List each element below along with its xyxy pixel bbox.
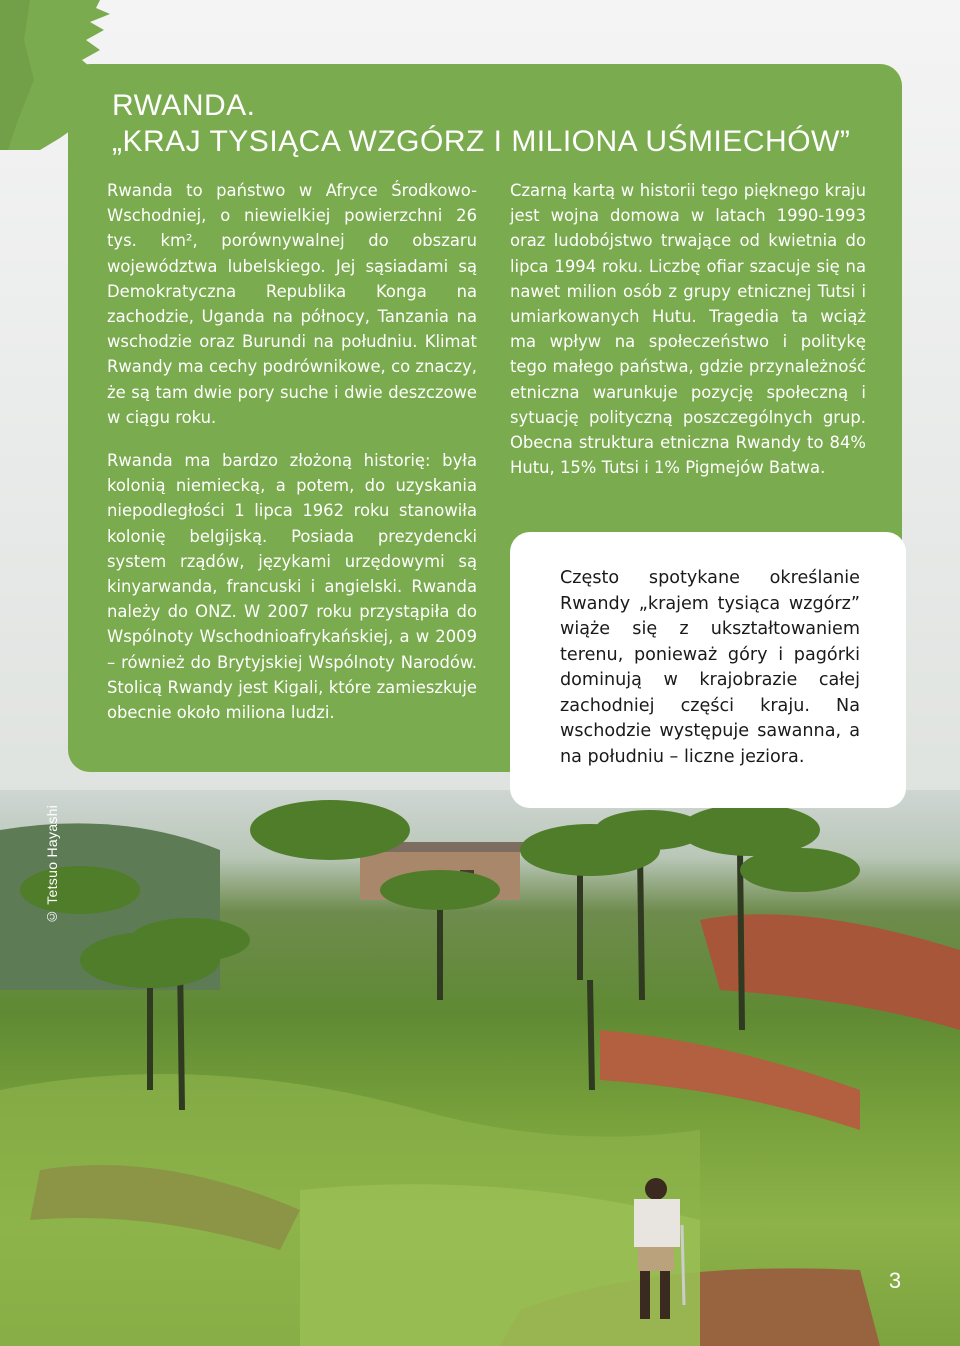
paragraph-genocide: Czarną kartą w historii tego pięknego kraju jest wojna domowa w latach 1990-1993 oraz ludobójstwo trwające od kwietnia do lipca 1994 roku. Liczbę ofiar szacuje się na nawet milion osób z grupy etnicznej Tutsi i umiarkowanych Hutu. Tragedia ta wciąż ma wpływ na społeczeństwo i politykę tego małego państwa, gdzie przynależność etniczna warunkuje pozycję społeczną i sytuację polityczną poszczególnych grup. Obecna struktura etniczna Rwandy to 84% Hutu, 15% Tutsi i 1% Pigmejów Batwa. xyxy=(510,181,866,478)
info-box-text: Często spotykane określanie Rwandy „krajem tysiąca wzgórz” wiąże się z ukształtowaniem terenu, ponieważ góry i pagórki dominują w krajobrazie całej zachodniej części kraju. Na wschodzie występuje sawanna, a na południu – liczne jeziora. xyxy=(560,568,860,767)
paragraph-geography: Rwanda to państwo w Afryce Środkowo-Wschodniej, o niewielkiej powierzchni 26 tys. km², porównywalnej do obszaru województwa lubelskiego. Jej sąsiadami są Demokratyczna Republika Konga na zachodzie, Uganda na północy, Tanzania na wschodzie oraz Burundi na południu. Klimat Rwandy ma cechy podrównikowe, co znaczy, że są tam dwie pory suche i dwie deszczowe w ciągu roku. xyxy=(107,181,477,427)
left-column xyxy=(107,178,477,725)
right-column xyxy=(510,178,866,480)
title-line-2: „KRAJ TYSIĄCA WZGÓRZ I MILIONA UŚMIECHÓW” xyxy=(112,125,851,158)
paragraph-history: Rwanda ma bardzo złożoną historię: była kolonią niemiecką, a potem, do uzyskania niepodległości 1 lipca 1962 roku stanowiła kolonię belgijską. Posiada prezydencki system rządów, językami urzędowymi są kinyarwanda, francuski i angielski. Rwanda należy do ONZ. W 2007 roku przystąpiła do Wspólnoty Wschodnioafrykańskiej, a w 2009 – również do Brytyjskiej Wspólnoty Narodów. Stolicą Rwandy jest Kigali, które zamieszkuje obecnie około miliona ludzi. xyxy=(107,451,477,723)
photo-credit: © Tetsuo Hayashi xyxy=(44,804,60,926)
page-number: 3 xyxy=(888,1268,902,1293)
page-title xyxy=(112,88,892,160)
title-line-1: RWANDA. xyxy=(112,89,256,122)
landscape-photo xyxy=(0,790,960,1346)
